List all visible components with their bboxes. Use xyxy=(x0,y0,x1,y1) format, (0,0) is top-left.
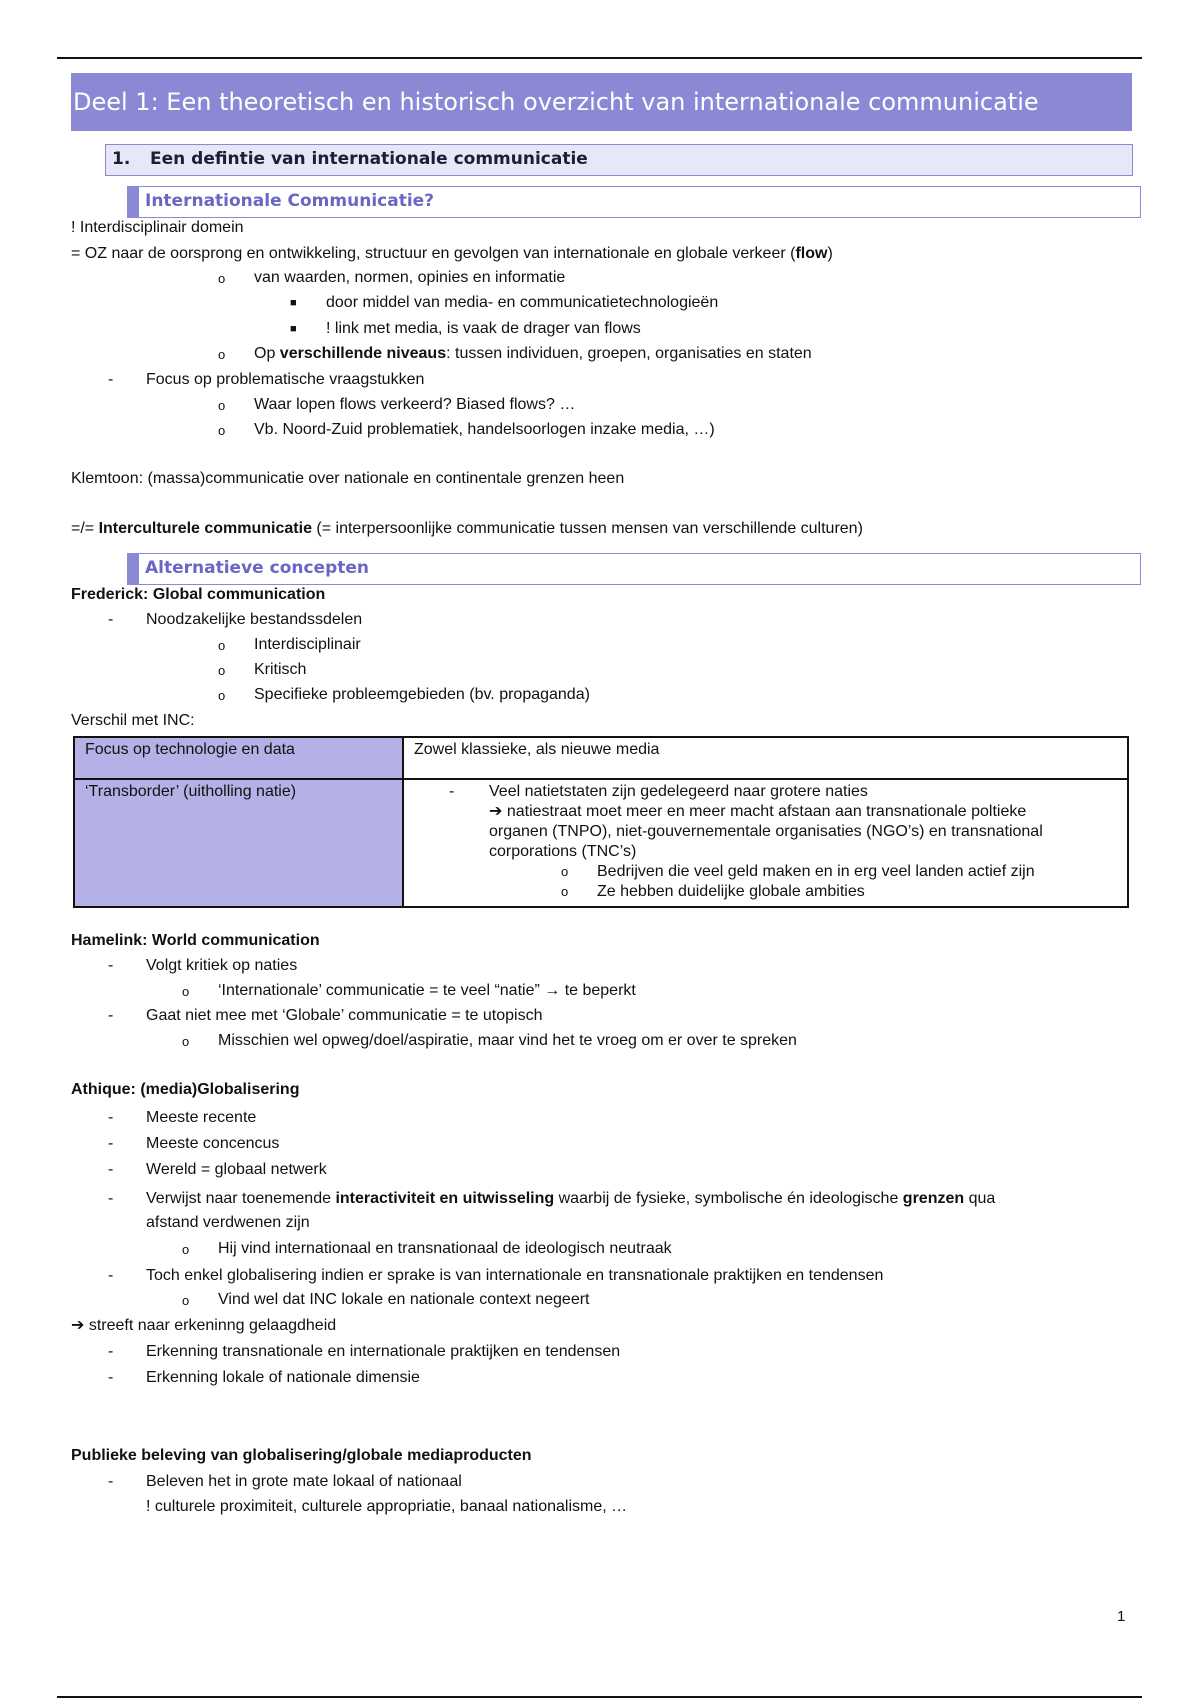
hamelink-heading: Hamelink: World communication xyxy=(71,932,320,949)
arrow-icon: ➔ xyxy=(489,803,503,820)
section-title: Een defintie van internationale communicatie xyxy=(150,149,588,169)
frederick-heading: Frederick: Global communication xyxy=(71,586,326,603)
text-line: Klemtoon: (massa)communicatie over nationale en continentale grenzen heen xyxy=(71,470,625,487)
text-line: door middel van media- en communicatietechnologieën xyxy=(326,294,719,311)
text-line: =/= Interculturele communicatie (= interpersoonlijke communicatie tussen mensen van verschillende culturen) xyxy=(71,520,863,537)
dash-bullet-icon: - xyxy=(108,1190,114,1207)
text-line: ‘Internationale’ communicatie = te veel “natie” → te beperkt xyxy=(218,982,636,999)
text-line: Erkenning lokale of nationale dimensie xyxy=(146,1369,420,1386)
subsection-heading-alternatives: Alternatieve concepten xyxy=(127,553,1141,585)
table-text: corporations (TNC’s) xyxy=(489,843,637,860)
table-cell-label: ‘Transborder’ (uitholling natie) xyxy=(74,779,403,907)
text-line: Wereld = globaal netwerk xyxy=(146,1161,327,1178)
table-text: ➔ natiestraat moet meer en meer macht afstaan aan transnationale poltieke xyxy=(489,803,1027,820)
text-line: Kritisch xyxy=(254,661,307,678)
comparison-table xyxy=(73,736,1129,908)
circle-bullet-icon: o xyxy=(218,663,226,678)
text-line: Beleven het in grote mate lokaal of nationaal xyxy=(146,1473,462,1490)
table-subitem: o Ze hebben duidelijke globale ambities xyxy=(561,883,865,900)
text-line: Waar lopen flows verkeerd? Biased flows? … xyxy=(254,396,576,413)
dash-bullet-icon: - xyxy=(108,1343,114,1360)
table-row xyxy=(74,779,1128,907)
text-line: Specifieke probleemgebieden (bv. propaganda) xyxy=(254,686,590,703)
text-line: Focus op problematische vraagstukken xyxy=(146,371,425,388)
text-line: Erkenning transnationale en internationale praktijken en tendensen xyxy=(146,1343,621,1360)
circle-bullet-icon: o xyxy=(218,423,226,438)
dash-bullet-icon: - xyxy=(108,371,114,388)
section-number: 1. xyxy=(112,149,131,169)
dash-bullet-icon: - xyxy=(108,1007,114,1024)
text-line: Interdisciplinair xyxy=(254,636,361,653)
circle-bullet-icon: o xyxy=(218,638,226,653)
circle-bullet-icon: o xyxy=(182,1293,190,1308)
text-line: Meeste recente xyxy=(146,1109,257,1126)
circle-bullet-icon: o xyxy=(218,347,226,362)
publiek-heading: Publieke beleving van globalisering/globale mediaproducten xyxy=(71,1447,532,1464)
text-line: Vind wel dat INC lokale en nationale context negeert xyxy=(218,1291,590,1308)
square-bullet-icon: ■ xyxy=(290,297,297,309)
text-line: Verwijst naar toenemende interactiviteit en uitwisseling waarbij de fysieke, symbolische én ideologische grenzen qua xyxy=(146,1190,996,1207)
square-bullet-icon: ■ xyxy=(290,323,297,335)
text-line: Verschil met INC: xyxy=(71,712,195,729)
dash-bullet-icon: - xyxy=(449,783,455,800)
table-cell-value: Zowel klassieke, als nieuwe media xyxy=(403,737,1128,779)
part-banner: Deel 1: Een theoretisch en historisch overzicht van internationale communicatie xyxy=(71,73,1132,131)
table-text: Veel natietstaten zijn gedelegeerd naar grotere naties xyxy=(489,783,868,800)
table-cell-label: Focus op technologie en data xyxy=(74,737,403,779)
text-line: Volgt kritiek op naties xyxy=(146,957,298,974)
dash-bullet-icon: - xyxy=(108,1109,114,1126)
top-rule xyxy=(57,57,1142,59)
text-line: Meeste concencus xyxy=(146,1135,280,1152)
page-number: 1 xyxy=(1117,1608,1126,1625)
dash-bullet-icon: - xyxy=(108,1473,114,1490)
table-subitem: o Bedrijven die veel geld maken en in erg veel landen actief zijn xyxy=(561,863,1035,880)
text-line: Op verschillende niveaus: tussen individuen, groepen, organisaties en staten xyxy=(254,345,812,362)
text-line: Hij vind internationaal en transnationaal de ideologisch neutraak xyxy=(218,1240,672,1257)
table-cell-value xyxy=(403,779,1128,907)
dash-bullet-icon: - xyxy=(108,957,114,974)
circle-bullet-icon: o xyxy=(182,984,190,999)
athique-heading: Athique: (media)Globalisering xyxy=(71,1081,300,1098)
text-line: Gaat niet mee met ‘Globale’ communicatie = te utopisch xyxy=(146,1007,543,1024)
circle-bullet-icon: o xyxy=(561,884,569,899)
text-line: van waarden, normen, opinies en informatie xyxy=(254,269,566,286)
dash-bullet-icon: - xyxy=(108,1267,114,1284)
bottom-rule xyxy=(57,1696,1142,1698)
circle-bullet-icon: o xyxy=(218,271,226,286)
dash-bullet-icon: - xyxy=(108,1161,114,1178)
text-line: ➔ streeft naar erkeninng gelaagdheid xyxy=(71,1317,337,1334)
text-line: = OZ naar de oorsprong en ontwikkeling, structuur en gevolgen van internationale en globale verkeer (flow) xyxy=(71,245,833,262)
text-line: Misschien wel opweg/doel/aspiratie, maar vind het te vroeg om er over te spreken xyxy=(218,1032,797,1049)
dash-bullet-icon: - xyxy=(108,1135,114,1152)
text-line: Vb. Noord-Zuid problematiek, handelsoorlogen inzake media, …) xyxy=(254,421,715,438)
text-line: Noodzakelijke bestandssdelen xyxy=(146,611,363,628)
table-text: organen (TNPO), niet-gouvernementale organisaties (NGO’s) en transnational xyxy=(489,823,1043,840)
circle-bullet-icon: o xyxy=(218,398,226,413)
circle-bullet-icon: o xyxy=(182,1034,190,1049)
table-row xyxy=(74,737,1128,779)
text-line: ! Interdisciplinair domein xyxy=(71,219,244,236)
subsection-heading-international: Internationale Communicatie? xyxy=(127,186,1141,218)
circle-bullet-icon: o xyxy=(218,688,226,703)
arrow-icon: ➔ xyxy=(71,1317,85,1334)
text-line: Toch enkel globalisering indien er sprake is van internationale en transnationale praktijken en tendensen xyxy=(146,1267,884,1284)
circle-bullet-icon: o xyxy=(561,864,569,879)
circle-bullet-icon: o xyxy=(182,1242,190,1257)
dash-bullet-icon: - xyxy=(108,1369,114,1386)
text-line: ! culturele proximiteit, culturele appropriatie, banaal nationalisme, … xyxy=(146,1498,628,1515)
dash-bullet-icon: - xyxy=(108,611,114,628)
text-line: ! link met media, is vaak de drager van flows xyxy=(326,320,641,337)
text-line: afstand verdwenen zijn xyxy=(146,1214,310,1231)
section-heading xyxy=(105,144,1133,176)
